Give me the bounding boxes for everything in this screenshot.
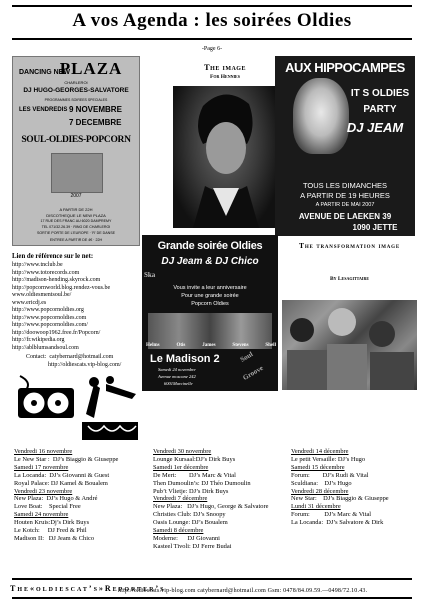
plaza-addr-3: SORTIE PORTE DE L'EUROPE · 'R' DE DANSE	[36, 231, 115, 235]
plaza-dancing: DANCING NEW	[19, 69, 70, 76]
footer-rule	[12, 578, 412, 580]
soiree-date: Samedi 24 novembre	[158, 367, 196, 372]
transform-caption-title: The transformation image	[299, 241, 400, 250]
agenda-entry: Houten Kruis:Dj’s Dirk Buys	[14, 519, 90, 527]
reference-link[interactable]: http://fr.wikipedia.org	[12, 337, 65, 343]
agenda-date: Samedi 8 décembre	[153, 527, 204, 535]
agenda-date: Vendredi 7 décembre	[153, 495, 208, 503]
plaza-title: PLAZA	[59, 59, 123, 78]
bottom-rule	[12, 597, 412, 599]
marilyn-photo	[293, 78, 349, 154]
links-list	[12, 262, 140, 352]
agenda-entry: Le New Star : DJ’s Biaggio & Giuseppe	[14, 455, 119, 463]
agenda-entry: Forum: DJ’s Rudi & Vital	[291, 471, 369, 479]
artist-name: James	[202, 343, 216, 348]
agenda-date: Vendredi 30 novembre	[153, 448, 212, 455]
links-title: Lien de référence sur le net:	[12, 253, 94, 260]
soiree-invite: Vous invite a leur anniversaire	[173, 285, 247, 291]
reference-link[interactable]: http://madison-hending.skyrock.com	[12, 277, 101, 283]
agenda-entry: La Locanda: DJ’s Giovanni & Guest	[14, 471, 110, 479]
artist-name: Otis	[176, 343, 186, 348]
dj-turntable-icon	[16, 374, 140, 442]
agenda-date: Vendredi 14 décembre	[291, 448, 349, 455]
hippo-city: 1090 JETTE	[352, 223, 398, 232]
agenda-entry: Then Dumoulin’s: DJ Théo Dumoulin	[153, 479, 251, 487]
plaza-photo	[51, 153, 103, 193]
agenda-date: Lundi 31 décembre	[291, 503, 341, 511]
plaza-city: CHARLEROI	[64, 80, 88, 85]
reference-link[interactable]: http://doowoop1962.free.fr/Popcorn/	[12, 329, 101, 336]
soiree-party: Pour une grande soirée	[181, 293, 239, 299]
reference-link[interactable]: http://www.popcornoldies.com/	[12, 322, 88, 328]
plaza-programs: PROGRAMMES SOIREES SPECIALES	[44, 98, 108, 102]
plaza-date-2: 7 DECEMBRE	[69, 118, 122, 127]
plaza-date-1: 9 NOVEMBRE	[69, 105, 122, 114]
hippo-address: AVENUE DE LAEKEN 39	[298, 212, 392, 221]
hippo-hours: A PARTIR DE 19 HEURES	[300, 191, 390, 200]
hippo-dj: DJ JEAM	[346, 120, 404, 135]
reference-link[interactable]: http://www.popcornoldies.org	[12, 307, 84, 313]
soiree-ska: Ska	[144, 271, 156, 279]
agenda-entry: Kasteel Tivoli: DJ Ferre Budai	[153, 542, 232, 550]
soiree-address: Avenue moscane 242	[158, 374, 196, 379]
agenda-column-1	[14, 448, 148, 543]
hippo-since: A PARTIR DE MAI 2007	[315, 202, 375, 208]
plaza-entry: ENTREE A PARTIR DE 4€ · 22H	[49, 238, 103, 242]
agenda-date: Samedi 24 novembre	[14, 511, 69, 519]
contact-blog-link[interactable]: http://oldiescats.vip-blog.com/	[48, 361, 122, 368]
agenda-entry: New Star: DJ’s Biaggio & Giuseppe	[291, 495, 389, 503]
plaza-fridays: LES VENDREDIS	[19, 107, 68, 113]
hippo-sundays: TOUS LES DIMANCHES	[302, 181, 388, 190]
soiree-djs: DJ Jeam & DJ Chico	[161, 256, 259, 267]
agenda-entry: Le petit Versaille: DJ’s Hugo	[291, 455, 366, 463]
elvis-photo	[173, 86, 277, 228]
hippo-party: PARTY	[363, 104, 397, 115]
agenda-column-3	[291, 448, 421, 527]
agenda-entry: De Mert: DJ’s Marc & Vital	[153, 471, 236, 479]
links-box	[12, 253, 140, 373]
contact-email-link[interactable]: catybernard@hotmail.com	[49, 354, 114, 360]
reference-link[interactable]: http://popcornworld.blog.rendez-vous.be	[12, 284, 111, 291]
page-number: -Page 6-	[201, 46, 223, 52]
hippo-title: AUX HIPPOCAMPES	[285, 60, 405, 75]
agenda-entry: Moderne: DJ Giovanni	[153, 534, 220, 542]
elvis-caption-title: The image	[204, 62, 246, 72]
elvis-caption-sub: For Hennies	[210, 74, 240, 80]
agenda-date: Vendredi 28 décembre	[291, 487, 349, 495]
plaza-djs: DJ HUGO-GEORGES-SALVATORE	[23, 87, 129, 94]
plaza-flyer	[12, 56, 140, 246]
agenda-entry: Oasis Lounge: DJ’s Boualem	[153, 519, 228, 527]
soiree-artist-names	[146, 343, 276, 348]
plaza-year: 2007	[70, 193, 82, 199]
agenda-entry: New Plaza: DJ’s Hugo & André	[14, 495, 98, 503]
agenda-column-2	[153, 448, 287, 551]
soiree-groove: Groove	[241, 364, 265, 382]
soiree-venue: Le Madison 2	[150, 353, 220, 365]
agenda-date: Samedi 1er décembre	[153, 463, 209, 471]
agenda-entry: Le Kotch: DJ Fred & Phil	[14, 527, 87, 535]
footer-contact: http://oldiescats.vip-blog.com catybernard@hotmail.com Gsm: 0478/84.09.59.—0498/72.10.43.	[118, 588, 368, 594]
plaza-addr-1: 17 RUE DES FRANC AU 6020 DAMPREMY	[40, 219, 112, 223]
newsletter-name: The«oldiescat’s»Reporter’s	[10, 584, 166, 593]
agenda-date: Vendredi 23 novembre	[14, 487, 73, 495]
page-header	[0, 0, 424, 44]
plaza-addr-2: TEL 071/32.26.39 · RING DE CHARLEROI	[41, 225, 111, 229]
agenda-entry: Madison II: DJ Jeam & Chico	[14, 534, 95, 542]
hippo-oldies: IT S OLDIES	[350, 88, 410, 99]
artist-name: Stevens	[232, 343, 249, 348]
title-rule	[12, 38, 412, 40]
soiree-title: Grande soirée Oldies	[157, 240, 263, 252]
links-contact	[12, 354, 140, 362]
top-rule	[12, 5, 412, 7]
artist-name: Helms	[146, 343, 160, 348]
page-title: A vos Agenda : les soirées Oldies	[72, 10, 352, 31]
crowd-costume-icon	[282, 300, 417, 390]
agenda-entry: Pub’t Vlietje: DJ’s Dirk Buys	[153, 487, 229, 495]
agenda-entry: Lounge Kursaal:DJ’s Dirk Buys	[153, 455, 236, 463]
agenda-entry: Love Boat: Special Free	[14, 503, 81, 511]
transform-caption-sub: By Lesagittaire	[329, 276, 370, 282]
reference-link[interactable]: www.oldiesmentsoul.be/	[12, 292, 72, 298]
plaza-time: A PARTIR DE 22H	[59, 207, 93, 212]
plaza-venue: DISCOTHEQUE LE NEW PLAZA	[46, 213, 106, 218]
agenda-entry: New Plaza: DJ’s Hugo, George & Salvatore	[153, 503, 269, 511]
agenda-entry: Royal Palace: DJ Kamel & Boualem	[14, 479, 108, 487]
agenda-entry: La Locanda: DJ’s Salvatore & Dirk	[291, 519, 384, 527]
dj-clipart	[16, 374, 140, 442]
agenda-entry: Sculdiana: DJ’s Hugo	[291, 479, 352, 487]
reference-link[interactable]: http://www.totorecords.com	[12, 269, 80, 276]
grande-soiree-flyer	[142, 235, 278, 391]
soiree-genre: Popcorn Oldies	[191, 301, 229, 307]
reference-link[interactable]: http://ablblumsandsoul.com	[12, 344, 79, 351]
reference-link[interactable]: http://www.tnclub.be	[12, 262, 63, 268]
reference-link[interactable]: http://www.popcornoldies.com	[12, 314, 87, 321]
reference-link[interactable]: www.ericdj.es	[12, 299, 47, 306]
elvis-portrait-icon	[173, 86, 277, 228]
agenda-date: Samedi 15 décembre	[291, 463, 345, 471]
transformation-photo	[282, 300, 417, 390]
contact-label: Contact:	[26, 354, 47, 360]
hippocampes-flyer	[275, 56, 415, 236]
agenda-date: Vendredi 16 novembre	[14, 448, 73, 455]
soiree-city: 6001Marcinelle	[164, 381, 193, 386]
plaza-genres: SOUL-OLDIES-POPCORN	[21, 135, 131, 145]
artist-name: Shell	[265, 343, 276, 348]
agenda-entry: Christies Club: DJ’s Snoopy	[153, 511, 226, 519]
agenda-date: Samedi 17 novembre	[14, 463, 69, 471]
soiree-soul: Soul	[238, 350, 255, 364]
agenda-entry: Forum: DJ’s Marc & Vital	[291, 511, 372, 519]
